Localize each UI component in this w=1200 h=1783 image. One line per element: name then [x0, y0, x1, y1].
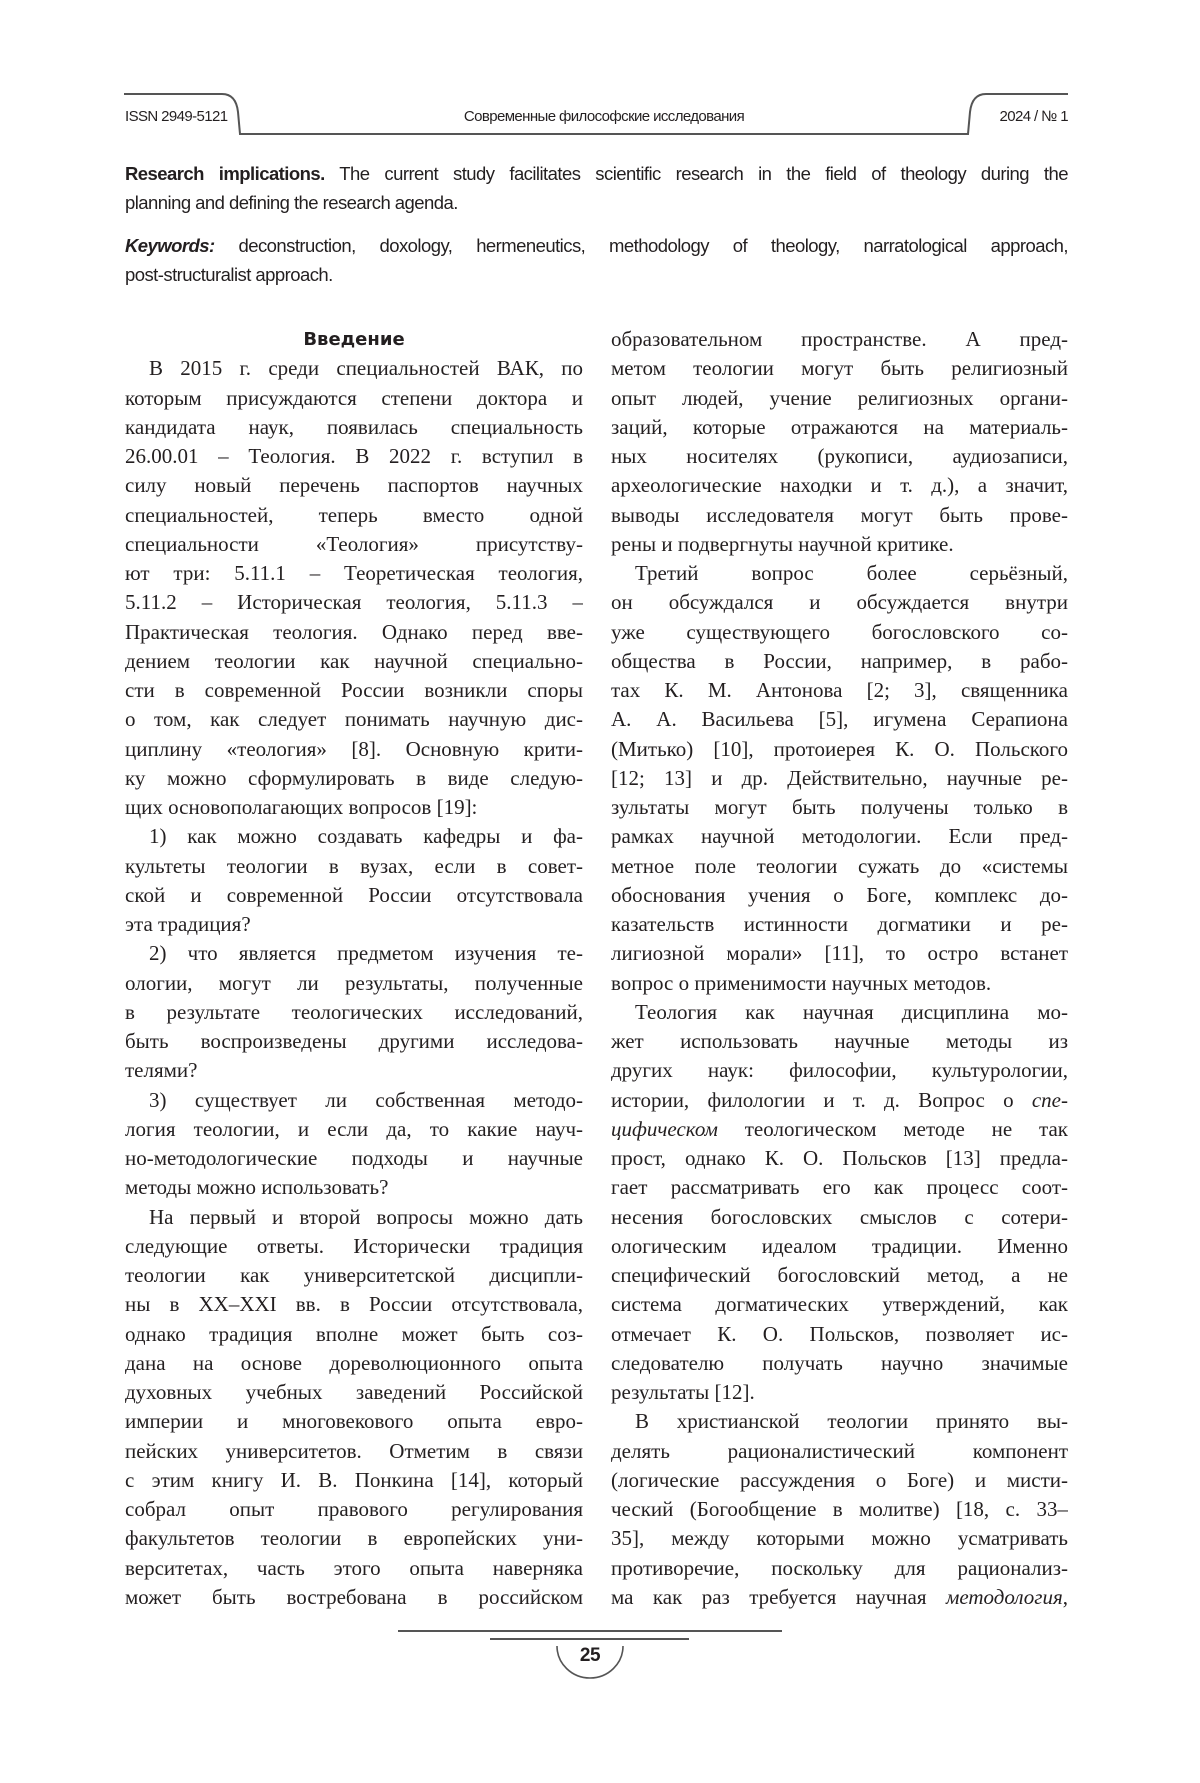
text-line: 35], между которыми можно усматривать: [611, 1524, 1068, 1553]
text-line: 26.00.01 – Теология. В 2022 г. вступил в: [125, 442, 583, 471]
text-line: 3) существует ли собственная методо-: [125, 1086, 583, 1115]
text-line: однако традиция вполне может быть соз-: [125, 1320, 583, 1349]
text-line: [611, 1583, 1068, 1612]
keywords-label: Keywords:: [125, 235, 215, 256]
text-line: ской и современной России отсутствовала: [125, 881, 583, 910]
text-line: ческий (Богообщение в молитве) [18, с. 33–: [611, 1495, 1068, 1524]
text-line: верситетах, часть этого опыта наверняка: [125, 1554, 583, 1583]
text-line: 5.11.2 – Историческая теология, 5.11.3 –: [125, 588, 583, 617]
text-line: [12; 13] и др. Действительно, научные ре-: [611, 764, 1068, 793]
text-line: ны в XX–XXI вв. в России отсутствовала,: [125, 1290, 583, 1319]
paragraph: [611, 559, 1068, 998]
text-line: сти в современной России возникли споры: [125, 676, 583, 705]
text-line: в результате теологических исследований,: [125, 998, 583, 1027]
text-line: На первый и второй вопросы можно дать: [125, 1203, 583, 1232]
italic-text: спе-: [1032, 1088, 1068, 1112]
text-line: (логические рассуждения о Боге) и мисти-: [611, 1466, 1068, 1495]
text-line: специальности «Теология» присутству-: [125, 530, 583, 559]
text-line: Третий вопрос более серьёзный,: [611, 559, 1068, 588]
text-line: археологические находки и т. д.), а значит,: [611, 471, 1068, 500]
text-line: [611, 1086, 1068, 1115]
text-line: культеты теологии в вузах, если в совет-: [125, 852, 583, 881]
text: ма как раз требуется научная: [611, 1585, 946, 1609]
section-heading: Введение: [125, 325, 583, 354]
text: ,: [1063, 1585, 1068, 1609]
keywords-text: deconstruction, doxology, hermeneutics, methodology of theology, narratological approach,: [238, 235, 1068, 256]
research-implications-text: The current study facilitates scientific research in the field of theology during the: [339, 163, 1068, 184]
research-implications-line: [125, 159, 1068, 188]
text-line: А. А. Васильева [5], игумена Серапиона: [611, 705, 1068, 734]
text-line: логия теологии, и если да, то какие науч-: [125, 1115, 583, 1144]
paragraph: [125, 939, 583, 1085]
issn: ISSN 2949-5121: [125, 106, 228, 128]
text-line: следующие ответы. Исторически традиция: [125, 1232, 583, 1261]
text-line: других наук: философии, культурологии,: [611, 1056, 1068, 1085]
text-line: прост, однако К. О. Польсков [13] предла-: [611, 1144, 1068, 1173]
text-line: 1) как можно создавать кафедры и фа-: [125, 822, 583, 851]
text-line: методы можно использовать?: [125, 1173, 583, 1202]
italic-text: методология: [946, 1585, 1063, 1609]
text-line: специфический богословский метод, а не: [611, 1261, 1068, 1290]
text-line: противоречие, поскольку для рационализ-: [611, 1554, 1068, 1583]
text-line: силу новый перечень паспортов научных: [125, 471, 583, 500]
text-line: циплину «теология» [8]. Основную крити-: [125, 735, 583, 764]
issue-number: 2024 / № 1: [1000, 106, 1068, 128]
text-line: рены и подвергнуты научной критике.: [611, 530, 1068, 559]
text-line: казательств истинности догматики и ре-: [611, 910, 1068, 939]
text-line: дением теологии как научной специально-: [125, 647, 583, 676]
text-line: ку можно сформулировать в виде следую-: [125, 764, 583, 793]
text-line: метное поле теологии сужать до «системы: [611, 852, 1068, 881]
text-line: собрал опыт правового регулирования: [125, 1495, 583, 1524]
text-line: дана на основе дореволюционного опыта: [125, 1349, 583, 1378]
text-line: В христианской теологии принято вы-: [611, 1407, 1068, 1436]
text-line: система догматических утверждений, как: [611, 1290, 1068, 1319]
text-line: (Митько) [10], протоиерея К. О. Польского: [611, 735, 1068, 764]
text-line: несения богословских смыслов с сотери-: [611, 1203, 1068, 1232]
paragraph: [125, 354, 583, 822]
italic-text: цифическом: [611, 1117, 718, 1141]
text-line: обоснования учения о Боге, комплекс до-: [611, 881, 1068, 910]
text-line: [611, 1115, 1068, 1144]
text-line: следователю получать научно значимые: [611, 1349, 1068, 1378]
text-line: специальностей, теперь вместо одной: [125, 501, 583, 530]
text-line: заций, которые отражаются на материаль-: [611, 413, 1068, 442]
paragraph: [611, 1407, 1068, 1612]
keywords: [125, 231, 1068, 289]
page-number: 25: [570, 1645, 610, 1667]
text-line: с этим книгу И. В. Понкина [14], который: [125, 1466, 583, 1495]
paragraph: [125, 822, 583, 939]
text-line: уже существующего богословского со-: [611, 618, 1068, 647]
text-line: гает рассматривать его как процесс соот-: [611, 1173, 1068, 1202]
paragraph: [611, 325, 1068, 559]
text-line: результаты [12].: [611, 1378, 1068, 1407]
text-line: о том, как следует понимать научную дис-: [125, 705, 583, 734]
text-line: кандидата наук, появилась специальность: [125, 413, 583, 442]
text-line: эта традиция?: [125, 910, 583, 939]
research-implications: [125, 159, 1068, 217]
text-line: духовных учебных заведений Российской: [125, 1378, 583, 1407]
research-implications-line: planning and defining the research agenda.: [125, 188, 1068, 217]
text-line: общества в России, например, в рабо-: [611, 647, 1068, 676]
text-line: ологии, могут ли результаты, полученные: [125, 969, 583, 998]
text-line: 2) что является предметом изучения те-: [125, 939, 583, 968]
text-line: Теология как научная дисциплина мо-: [611, 998, 1068, 1027]
column-left: [125, 325, 583, 1612]
text-line: тах К. М. Антонова [2; 3], священника: [611, 676, 1068, 705]
paragraph: [125, 1086, 583, 1203]
text-line: но-методологические подходы и научные: [125, 1144, 583, 1173]
text-line: лигиозной морали» [11], то остро встанет: [611, 939, 1068, 968]
text-line: отмечает К. О. Польсков, позволяет ис-: [611, 1320, 1068, 1349]
text-line: может быть востребована в российском: [125, 1583, 583, 1612]
keywords-line: post-structuralist approach.: [125, 260, 1068, 289]
text-line: ологическим идеалом традиции. Именно: [611, 1232, 1068, 1261]
text-line: делять рационалистический компонент: [611, 1437, 1068, 1466]
text-line: пейских университетов. Отметим в связи: [125, 1437, 583, 1466]
text-line: образовательном пространстве. А пред-: [611, 325, 1068, 354]
text-line: щих основополагающих вопросов [19]:: [125, 793, 583, 822]
paragraph: [611, 998, 1068, 1408]
text-line: зультаты могут быть получены только в: [611, 793, 1068, 822]
text-line: метом теологии могут быть религиозный: [611, 354, 1068, 383]
text: истории, филологии и т. д. Вопрос о: [611, 1088, 1032, 1112]
text-line: вопрос о применимости научных методов.: [611, 969, 1068, 998]
text: теологическом методе не так: [718, 1117, 1068, 1141]
paragraph: [125, 1203, 583, 1613]
research-implications-label: Research implications.: [125, 163, 325, 184]
text-line: которым присуждаются степени доктора и: [125, 384, 583, 413]
text-line: быть воспроизведены другими исследова-: [125, 1027, 583, 1056]
text-line: империи и многовекового опыта евро-: [125, 1407, 583, 1436]
text-line: ных носителях (рукописи, аудиозаписи,: [611, 442, 1068, 471]
text-line: телями?: [125, 1056, 583, 1085]
text-line: выводы исследователя могут быть прове-: [611, 501, 1068, 530]
text-line: рамках научной методологии. Если пред-: [611, 822, 1068, 851]
keywords-line: [125, 231, 1068, 260]
text-line: факультетов теологии в европейских уни-: [125, 1524, 583, 1553]
text-line: Практическая теология. Однако перед вве-: [125, 618, 583, 647]
journal-title: Современные философские исследования: [240, 106, 968, 128]
text-line: теологии как университетской дисципли-: [125, 1261, 583, 1290]
text-line: ют три: 5.11.1 – Теоретическая теология,: [125, 559, 583, 588]
text-line: жет использовать научные методы из: [611, 1027, 1068, 1056]
column-right: [611, 325, 1068, 1612]
text-line: он обсуждался и обсуждается внутри: [611, 588, 1068, 617]
text-line: В 2015 г. среди специальностей ВАК, по: [125, 354, 583, 383]
text-line: опыт людей, учение религиозных органи-: [611, 384, 1068, 413]
